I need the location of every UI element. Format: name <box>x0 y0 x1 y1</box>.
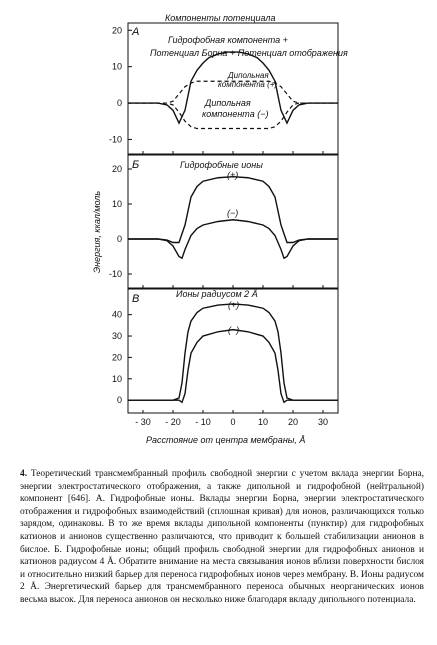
panel-2-series-1-line <box>128 330 338 403</box>
panel-1-ytick-label-2: 10 <box>111 199 122 209</box>
y-axis-label: Энергия, ккал/моль <box>92 190 102 274</box>
x-tick-label-6: 30 <box>317 417 329 427</box>
panel-0-ytick-label-1: 0 <box>116 98 122 109</box>
panel-0-ytick-label-3: 20 <box>111 25 122 36</box>
panel-1-ytick-label-0: -10 <box>108 269 122 279</box>
panel-0-ytick-label-2: 10 <box>111 61 122 72</box>
figure-caption <box>20 468 424 607</box>
panel-b-title: Гидрофобные ионы <box>180 160 263 170</box>
panel-a-dip-minus-label-1: Дипольная <box>205 98 251 108</box>
panel-a-title: Компоненты потенциала <box>165 13 276 23</box>
x-tick-label-2: - 10 <box>195 417 211 427</box>
x-tick-label-1: - 20 <box>165 417 181 427</box>
panel-2-ytick-label-2: 20 <box>111 352 122 363</box>
panel-1-series-1-line <box>128 220 338 259</box>
x-tick-label-5: 20 <box>287 417 299 427</box>
caption-number: 4. <box>20 469 28 479</box>
panel-c-title: Ионы радиусом 2 Å <box>176 289 258 299</box>
x-axis-label: Расстояние от центра мембраны, Å <box>146 435 306 445</box>
panel-1-ytick-label-1: 0 <box>116 234 122 244</box>
panel-2-ytick-label-1: 10 <box>111 373 122 384</box>
panel-c-plus-label: (+) <box>228 300 240 310</box>
panel-0-ytick-label-0: -10 <box>108 134 122 145</box>
panel-b-letter: Б <box>132 159 140 171</box>
x-tick-label-4: 10 <box>257 417 269 427</box>
panel-a-dip-plus-label-2: компонента (+) <box>218 80 278 89</box>
panel-2-ytick-label-0: 0 <box>116 395 122 406</box>
panel-a-sum-label-2: Потенциал Борна + Потенциал отображения <box>150 48 348 58</box>
panel-1-ytick-label-3: 20 <box>111 164 122 174</box>
panel-b-minus-label: (−) <box>227 208 239 218</box>
panel-2-ytick-label-4: 40 <box>111 309 122 320</box>
x-tick-label-0: - 30 <box>135 417 151 427</box>
x-tick-label-3: 0 <box>230 417 236 427</box>
panel-a-dip-minus-label-2: компонента (−) <box>202 109 269 119</box>
panel-b-plus-label: (+) <box>227 170 239 180</box>
panel-a-letter: А <box>132 26 140 38</box>
panel-2-ytick-label-3: 30 <box>111 331 122 342</box>
caption-text: Теоретический трансмембранный профиль свободной энергии с учетом вклада энергии Борна, энергии электростатического отображения, а также дипольной и гидрофобной (нейтральной) компонент [646]. А. Гидрофобные ионы. Вклады энергии Борна, энергии электростатического отображения и гидрофобных взаимодействий (сплошная кривая) для ионов, различающихся только зарядом, одинаковы. В то же время вклады дипольной компоненты (пунктир) для гидрофобных катионов и анионов существенно различаются, что приводит к большей стабилизации анионов в бислое. Б. Гидрофобные ионы; общий профиль свободной энергии для гидрофобных анионов и катионов радиусом 4 Å. Обратите внимание на места связывания ионов вблизи поверхности бислоя и относительно низкий барьер для переноса гидрофобных ионов через мембрану. В. Ионы радиусом 2 Å. Энергетический барьер для трансмембранного переноса обычных неорганических ионов весьма высок. Для переноса анионов он несколько ниже благодаря вкладу дипольного потенциала. <box>20 469 425 605</box>
panel-a-sum-label-1: Гидрофобная компонента + <box>168 35 288 45</box>
panel-c-minus-label: (−) <box>228 325 240 335</box>
panel-c-letter: В <box>132 293 140 305</box>
panel-2-series-0-line <box>128 304 338 400</box>
panel-a-dip-plus-label-1: Дипольная <box>228 71 269 80</box>
